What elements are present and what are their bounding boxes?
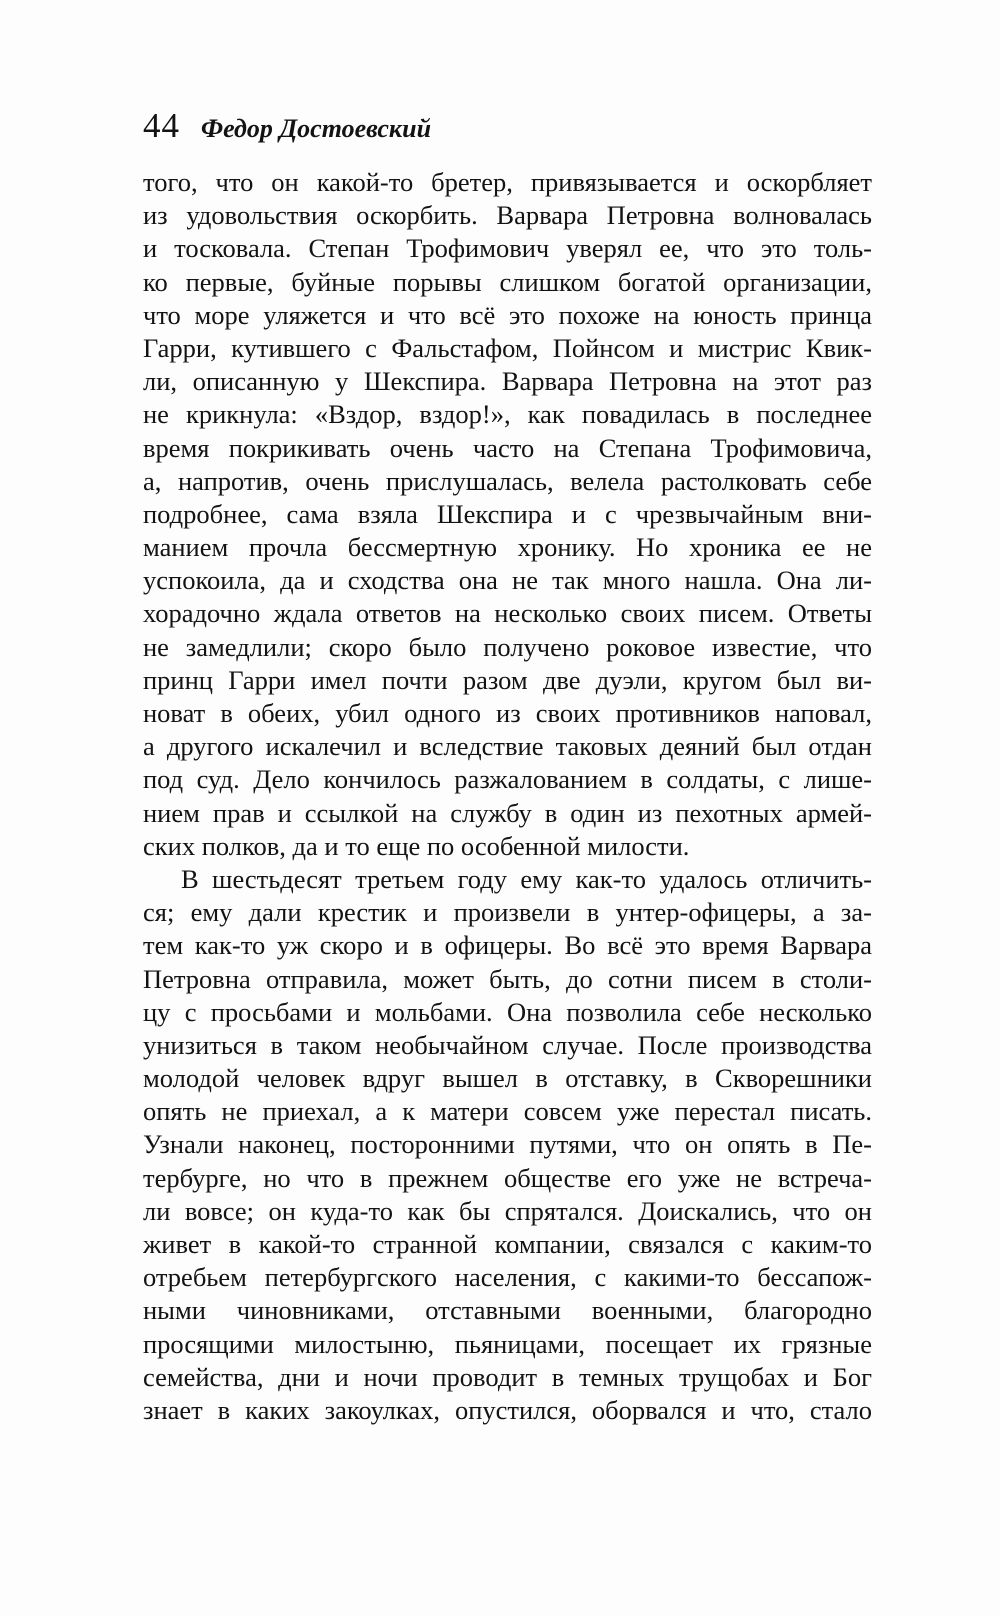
text-line: манием прочла бессмертную хронику. Но хроника ее не <box>143 532 872 563</box>
text-line: а, напротив, очень прислушалась, велела растолковать себе <box>143 465 872 496</box>
text-line: что море уляжется и что всё это похоже на юность принца <box>143 299 872 330</box>
text-line: не замедлили; скоро было получено роковое известие, что <box>143 631 872 662</box>
text-line: того, что он какой-то бретер, привязывается и оскорбляет <box>143 167 872 197</box>
text-line: и тосковала. Степан Трофимович уверял ее, что это толь- <box>143 233 872 264</box>
text-line: новат в обеих, убил одного из своих противников наповал, <box>143 698 872 728</box>
text-line: семейства, дни и ночи проводит в темных трущобах и Бог <box>143 1361 872 1392</box>
text-line: унизиться в таком необычайном случае. После производства <box>143 1029 872 1060</box>
text-line: молодой человек вдруг вышел в отставку, в Скворешники <box>143 1063 872 1094</box>
text-line: цу с просьбами и мольбами. Она позволила себе несколько <box>143 996 872 1027</box>
text-line: время покрикивать очень часто на Степана Трофимовича, <box>143 432 872 463</box>
text-line: знает в каких закоулках, опустился, оборвался и что, стало <box>143 1394 872 1425</box>
text-line: ся; ему дали крестик и произвели в унтер-офицеры, а за- <box>143 897 872 928</box>
page-header <box>143 106 431 146</box>
text-line: под суд. Дело кончилось разжалованием в солдаты, с лише- <box>143 764 872 795</box>
text-line: подробнее, сама взяла Шекспира и с чрезвычайным вни- <box>143 498 872 529</box>
text-line: В шестьдесят третьем году ему как-то удалось отличить- <box>181 863 872 894</box>
text-line: ских полков, да и то еще по особенной милости. <box>143 830 690 861</box>
text-line: ными чиновниками, отставными военными, благородно <box>143 1295 872 1326</box>
text-line: тем как-то уж скоро и в офицеры. Во всё это время Варвара <box>143 930 872 961</box>
text-line: ко первые, буйные порывы слишком богатой организации, <box>143 266 872 297</box>
text-line: не крикнула: «Вздор, вздор!», как повадилась в последнее <box>143 399 872 430</box>
running-head-author: Федор Достоевский <box>201 114 432 143</box>
text-line: Петровна отправила, может быть, до сотни писем в столи- <box>143 963 872 994</box>
text-line: из удовольствия оскорбить. Варвара Петровна волновалась <box>143 200 872 231</box>
text-line: а другого искалечил и вследствие таковых деяний был отдан <box>143 731 872 762</box>
text-line: Узнали наконец, посторонними путями, что он опять в Пе- <box>143 1129 872 1160</box>
text-line: тербурге, но что в прежнем обществе его уже не встреча- <box>143 1162 872 1193</box>
page-number: 44 <box>143 106 180 145</box>
text-line: ли, описанную у Шекспира. Варвара Петровна на этот раз <box>143 366 872 397</box>
text-line: опять не приехал, а к матери совсем уже перестал писать. <box>143 1096 872 1127</box>
text-line: успокоила, да и сходства она не так много нашла. Она ли- <box>143 565 872 596</box>
text-line: живет в какой-то странной компании, связался с каким-то <box>143 1229 872 1259</box>
text-line: принц Гарри имел почти разом две дуэли, кругом был ви- <box>143 664 872 695</box>
text-line: просящими милостыню, пьяницами, посещает их грязные <box>143 1328 872 1359</box>
text-line: ли вовсе; он куда-то как бы спрятался. Доискались, что он <box>143 1195 872 1226</box>
text-line: отребьем петербургского населения, с какими-то бессапож- <box>143 1262 872 1293</box>
text-block <box>143 166 872 1427</box>
text-line: Гарри, кутившего с Фальстафом, Пойнсом и мистрис Квик- <box>143 332 872 363</box>
text-line: хорадочно ждала ответов на несколько своих писем. Ответы <box>143 598 872 629</box>
text-line: нием прав и ссылкой на службу в один из пехотных армей- <box>143 797 872 828</box>
